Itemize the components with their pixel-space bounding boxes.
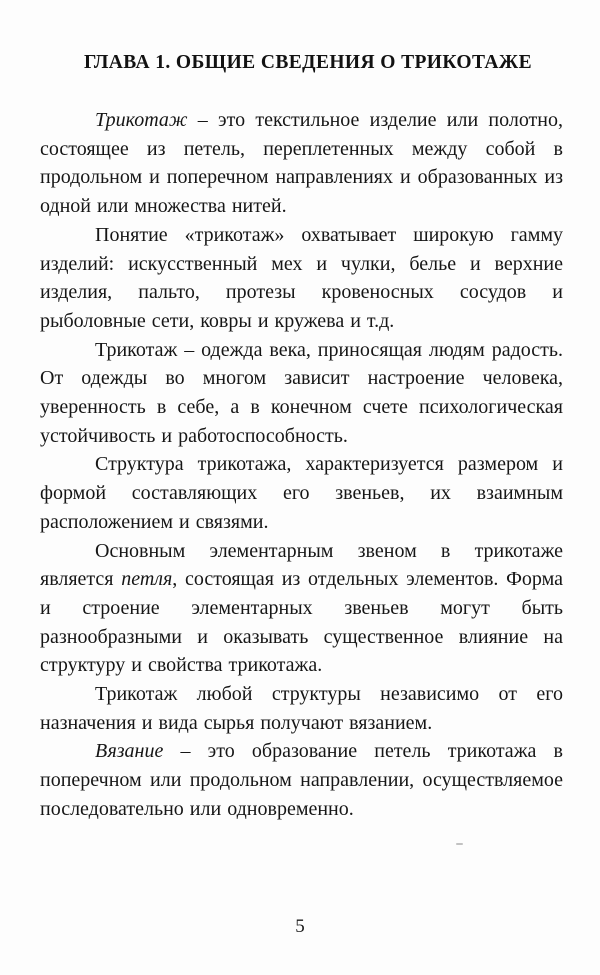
- text-run: , состоящая из отдельных элементов. Форма и строение элементарных звеньев могут быть разнообразными и оказывать существенное влияние на структуру и свойства трикотажа.: [40, 568, 564, 677]
- paragraph: [40, 537, 563, 681]
- text-run: Трикотаж любой структуры независимо от его назначения и вида сырья получают вязанием.: [40, 683, 563, 734]
- paragraph: [40, 336, 563, 451]
- page-number: 5: [295, 916, 305, 937]
- text-run: Структура трикотажа, характеризуется размером и формой составляющих его звеньев, их взаимным расположением и связями.: [40, 453, 563, 533]
- paragraph: [40, 680, 563, 737]
- text-run: Понятие «трикотаж» охватывает широкую гамму изделий: искусственный мех и чулки, белье и верхние изделия, пальто, протезы кровеносных сосудов и рыболовные сети, ковры и кружева и т.д.: [40, 223, 563, 332]
- chapter-title: ГЛАВА 1. ОБЩИЕ СВЕДЕНИЯ О ТРИКОТАЖЕ: [84, 52, 532, 73]
- text-run: Трикотаж – одежда века, приносящая людям радость. От одежды во многом зависит настроение человека, уверенность в себе, а в конечном счете психологическая устойчивость и работоспособность.: [40, 338, 563, 447]
- chapter-body: [40, 106, 563, 824]
- scan-artifact: [456, 843, 463, 845]
- paragraph: [40, 221, 563, 336]
- text-run: – это текстильное изделие или полотно, состоящее из петель, переплетенных между собой в продольном и поперечном направлениях и образованных из одной или множества нитей.: [40, 109, 563, 218]
- paragraph: [40, 450, 563, 536]
- term-italic: Трикотаж: [95, 109, 188, 131]
- paragraph: [40, 106, 563, 221]
- text-run: – это образование петель трикотажа в поперечном или продольном направлении, осуществляемое последовательно или одновременно.: [40, 740, 563, 820]
- term-italic: петля: [121, 568, 173, 591]
- term-italic: Вязание: [95, 740, 164, 763]
- paragraph: [40, 737, 563, 823]
- text-run: Основным элементарным звеном в трикотаже является: [40, 539, 563, 591]
